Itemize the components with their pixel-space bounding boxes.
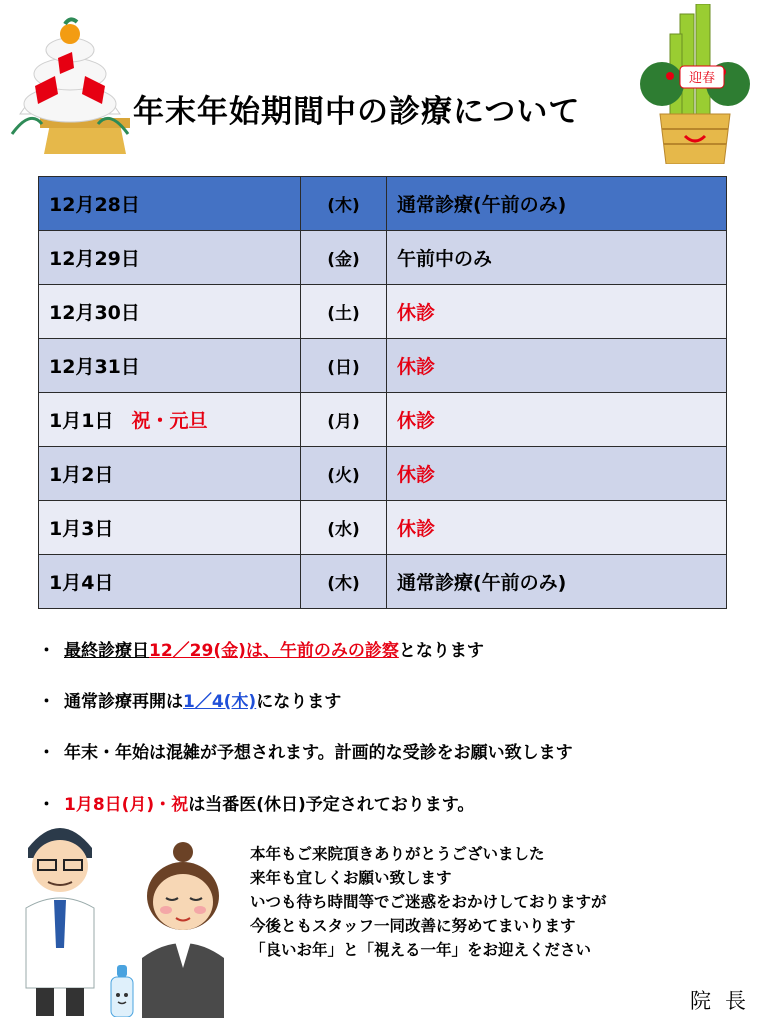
message-line: 来年も宜しくお願い致します bbox=[250, 869, 452, 887]
schedule-weekday: (火) bbox=[301, 447, 387, 501]
bullet: ・ bbox=[38, 795, 55, 815]
schedule-date: 12月30日 bbox=[49, 302, 140, 324]
note-reopen bbox=[38, 687, 341, 712]
schedule-date-cell bbox=[39, 177, 301, 231]
schedule-date-cell bbox=[39, 447, 301, 501]
bullet: ・ bbox=[38, 641, 55, 661]
kadomatsu-banner-text: 迎春 bbox=[688, 71, 716, 86]
closing-message bbox=[250, 842, 607, 962]
schedule-row bbox=[39, 501, 727, 555]
message-line: 「良いお年」と「視える一年」をお迎えください bbox=[250, 941, 592, 959]
schedule-weekday: (土) bbox=[301, 285, 387, 339]
schedule-status: 通常診療(午前のみ) bbox=[387, 177, 727, 231]
schedule-row bbox=[39, 393, 727, 447]
holiday-tag: 祝・元旦 bbox=[131, 410, 208, 432]
schedule-date: 1月2日 bbox=[49, 464, 114, 486]
schedule-status: 休診 bbox=[387, 285, 727, 339]
schedule-weekday: (木) bbox=[301, 555, 387, 609]
message-line: 今後ともスタッフ一同改善に努めてまいります bbox=[250, 917, 576, 935]
note-highlight: 1／4(木) bbox=[183, 692, 257, 712]
note-text: は当番医(休日)予定されております。 bbox=[188, 795, 475, 815]
schedule-date-cell bbox=[39, 339, 301, 393]
schedule-date: 12月31日 bbox=[49, 356, 140, 378]
schedule-weekday: (木) bbox=[301, 177, 387, 231]
schedule-date: 1月4日 bbox=[49, 572, 114, 594]
kadomatsu-icon bbox=[640, 4, 750, 164]
schedule-date: 12月28日 bbox=[49, 194, 140, 216]
schedule-date-cell bbox=[39, 555, 301, 609]
kagami-mochi-icon bbox=[10, 14, 130, 154]
schedule-status: 休診 bbox=[387, 501, 727, 555]
message-line: いつも待ち時間等でご迷惑をおかけしておりますが bbox=[250, 893, 607, 911]
note-highlight: 1月8日(月)・祝 bbox=[64, 795, 189, 815]
schedule-row bbox=[39, 555, 727, 609]
schedule-status: 休診 bbox=[387, 393, 727, 447]
staff-illustration bbox=[128, 838, 238, 1018]
schedule-row bbox=[39, 231, 727, 285]
schedule-status: 休診 bbox=[387, 447, 727, 501]
note-last-day bbox=[38, 636, 484, 661]
schedule-date-cell bbox=[39, 393, 301, 447]
schedule-date: 1月3日 bbox=[49, 518, 114, 540]
message-line: 本年もご来院頂きありがとうございました bbox=[250, 845, 545, 863]
schedule-row bbox=[39, 447, 727, 501]
note-text: 最終診療日 bbox=[64, 641, 149, 661]
note-highlight: 12／29(金)は、午前のみの診察 bbox=[149, 641, 399, 661]
note-text: となります bbox=[398, 641, 484, 661]
schedule-status: 休診 bbox=[387, 339, 727, 393]
schedule-row bbox=[39, 285, 727, 339]
bullet: ・ bbox=[38, 692, 55, 712]
schedule-weekday: (日) bbox=[301, 339, 387, 393]
note-text: 通常診療再開は bbox=[64, 692, 183, 712]
signature: 院長 bbox=[690, 989, 760, 1013]
schedule-date-cell bbox=[39, 285, 301, 339]
schedule-date: 1月1日 bbox=[49, 410, 114, 432]
doctor-illustration bbox=[8, 808, 113, 1020]
eye-drop-bottle-icon bbox=[108, 965, 136, 1017]
page-title: 年末年始期間中の診療について bbox=[133, 94, 581, 130]
bullet: ・ bbox=[38, 743, 55, 763]
note-crowding bbox=[38, 738, 573, 763]
note-text: になります bbox=[256, 692, 342, 712]
schedule-date-cell bbox=[39, 501, 301, 555]
schedule-table bbox=[38, 176, 727, 609]
schedule-status: 通常診療(午前のみ) bbox=[387, 555, 727, 609]
schedule-status: 午前中のみ bbox=[387, 231, 727, 285]
note-text: 年末・年始は混雑が予想されます。計画的な受診をお願い致します bbox=[64, 743, 573, 763]
schedule-weekday: (金) bbox=[301, 231, 387, 285]
schedule-date-cell bbox=[39, 231, 301, 285]
schedule-row bbox=[39, 177, 727, 231]
schedule-weekday: (水) bbox=[301, 501, 387, 555]
schedule-date: 12月29日 bbox=[49, 248, 140, 270]
schedule-row bbox=[39, 339, 727, 393]
schedule-weekday: (月) bbox=[301, 393, 387, 447]
